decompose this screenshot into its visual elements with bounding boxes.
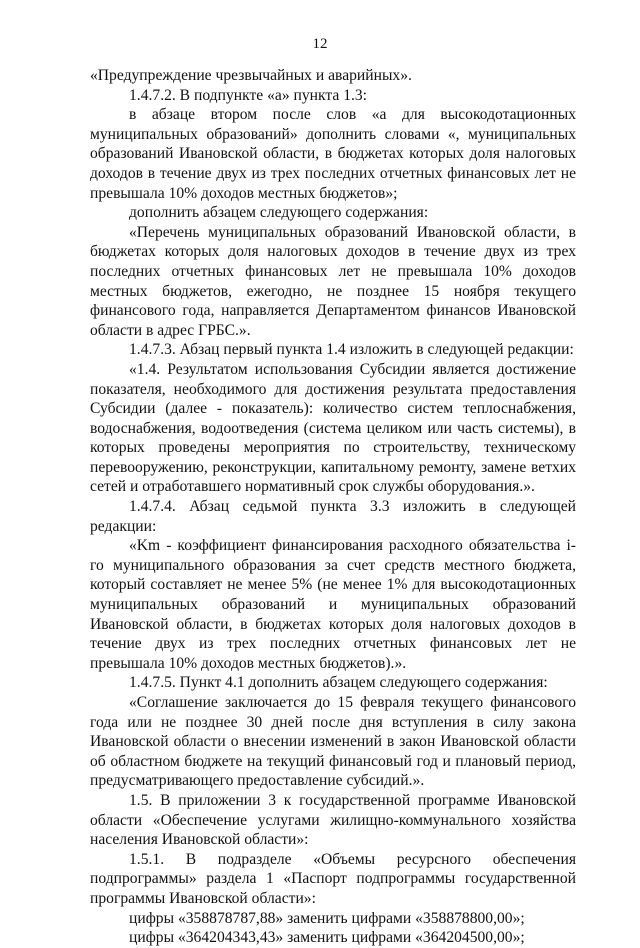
paragraph-3: в абзаце втором после слов «а для высокодотационных муниципальных образований» дополнить словами «, муниципальных образований Ивановской области, в бюджетах которых доля налоговых доходов в течение двух из трех последних отчетных финансовых лет не превышала 10% доходов местных бюджетов»; [90, 106, 576, 202]
paragraph-10: 1.4.7.5. Пункт 4.1 дополнить абзацем следующего содержания: [129, 674, 548, 692]
paragraph-2: 1.4.7.2. В подпункте «а» пункта 1.3: [129, 86, 368, 104]
paragraph-4: дополнить абзацем следующего содержания: [129, 204, 429, 222]
paragraph-12: 1.5. В приложении 3 к государственной программе Ивановской области «Обеспечение услугами жилищно-коммунального хозяйства населения Ивановской области»: [90, 791, 576, 849]
paragraph-13: 1.5.1. В подразделе «Объемы ресурсного обеспечения подпрограммы» раздела 1 «Паспорт подпрограммы государственной программы Ивановской области»: [90, 850, 576, 907]
paragraph-5: «Перечень муниципальных образований Ивановской области, в бюджетах которых доля налоговых доходов в течение двух из трех последних отчетных финансовых лет не превышала 10% доходов местных бюджетов, ежегодно, не позднее 15 ноября текущего финансового года, направляется Департаментом финансов Ивановской области в адрес ГРБС.». [90, 223, 576, 339]
paragraph-14: цифры «358878787,88» заменить цифрами «358878800,00»; [129, 909, 525, 927]
paragraph-11: «Соглашение заключается до 15 февраля текущего финансового года или не позднее 30 дней после дня вступления в силу закона Ивановской области о внесении изменений в закон Ивановской области об областном бюджете на текущий финансовый год и плановый период, предусматривающего предоставление субсидий.». [90, 694, 576, 790]
document-body [90, 66, 576, 948]
paragraph-15: цифры «364204343,43» заменить цифрами «364204500,00»; [129, 929, 525, 947]
page-number: 12 [312, 36, 328, 52]
paragraph-7: «1.4. Результатом использования Субсидии является достижение показателя, необходимого для достижения результата предоставления Субсидии (далее - показатель): количество систем теплоснабжения, водоснабжения, водоотведения (система целиком или часть системы), в которых проведены мероприятия по строительству, техническому перевооружению, реконструкции, капитальному ремонту, замене ветхих сетей и отработавшего нормативный срок службы оборудования.». [90, 360, 576, 496]
paragraph-8: 1.4.7.4. Абзац седьмой пункта 3.3 изложить в следующей редакции: [90, 498, 576, 535]
paragraph-9: «Km - коэффициент финансирования расходного обязательства i-го муниципального образования за счет средств местного бюджета, который составляет не менее 5% (не менее 1% для высокодотационных муниципальных образований и муниципальных образований Ивановской области, в бюджетах которых доля налоговых доходов в течение двух из трех последних отчетных финансовых лет не превышала 10% доходов местных бюджетов).». [90, 537, 576, 672]
paragraph-1: «Предупреждение чрезвычайных и аварийных». [90, 67, 412, 84]
paragraph-6: 1.4.7.3. Абзац первый пункта 1.4 изложить в следующей редакции: [129, 341, 574, 359]
